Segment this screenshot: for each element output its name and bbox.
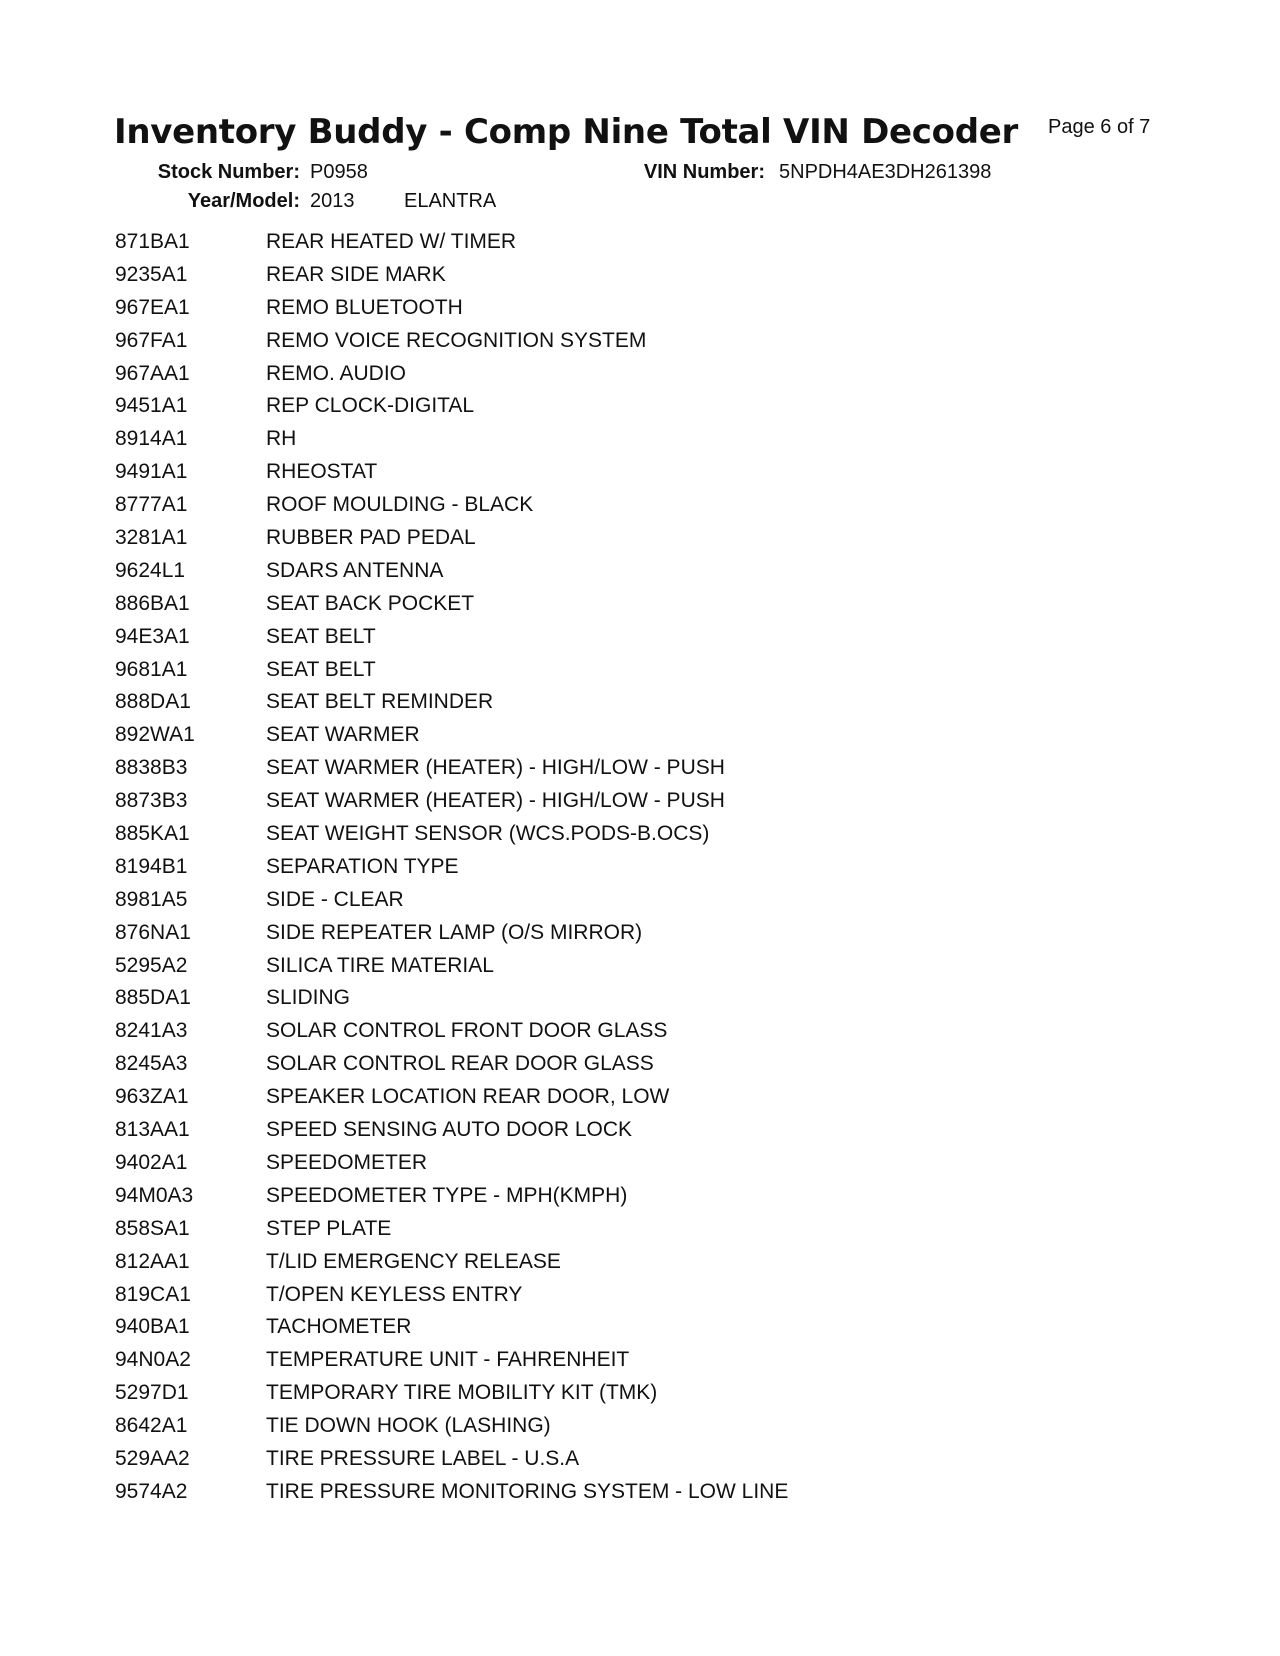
option-code: 876NA1 <box>115 920 191 944</box>
list-item <box>115 851 788 884</box>
year-model-label: Year/Model: <box>187 190 300 212</box>
list-item <box>115 1279 788 1312</box>
option-description: REP CLOCK-DIGITAL <box>266 394 475 418</box>
option-code: 967AA1 <box>115 361 190 385</box>
option-code: 3281A1 <box>115 526 188 550</box>
list-item <box>115 686 788 719</box>
option-code: 819CA1 <box>115 1282 191 1306</box>
list-item <box>115 456 788 489</box>
option-code: 9574A2 <box>115 1479 188 1503</box>
option-description: TACHOMETER <box>266 1315 412 1339</box>
list-item <box>115 884 788 917</box>
option-description: RUBBER PAD PEDAL <box>266 526 476 550</box>
option-code: 5297D1 <box>115 1381 189 1405</box>
option-code: 8194B1 <box>115 854 188 878</box>
option-code: 9624L1 <box>115 558 186 582</box>
list-item <box>115 818 788 851</box>
option-code: 871BA1 <box>115 230 190 253</box>
option-code: 8914A1 <box>115 427 188 451</box>
option-description: REMO BLUETOOTH <box>266 295 463 319</box>
list-item <box>115 654 788 687</box>
list-item <box>115 1443 788 1476</box>
list-item <box>115 785 788 818</box>
list-item <box>115 292 788 325</box>
option-code: 9491A1 <box>115 460 188 484</box>
list-item <box>115 1081 788 1114</box>
option-description: ROOF MOULDING - BLACK <box>266 493 534 517</box>
option-description: SPEEDOMETER <box>266 1150 428 1174</box>
option-code: 967EA1 <box>115 295 190 319</box>
list-item <box>115 950 788 983</box>
list-item <box>115 555 788 588</box>
stock-number-label: Stock Number: <box>157 161 300 183</box>
list-item <box>115 719 788 752</box>
option-code: 8873B3 <box>115 789 188 813</box>
option-code: 892WA1 <box>115 723 195 747</box>
option-description: REMO VOICE RECOGNITION SYSTEM <box>266 328 647 352</box>
option-code: 885KA1 <box>115 822 190 846</box>
option-code: 5295A2 <box>115 953 188 977</box>
option-code: 94N0A2 <box>115 1348 191 1372</box>
option-code: 888DA1 <box>115 690 191 714</box>
list-item <box>115 390 788 423</box>
option-description: TIE DOWN HOOK (LASHING) <box>266 1414 551 1438</box>
option-code: 812AA1 <box>115 1249 190 1273</box>
option-description: REAR SIDE MARK <box>266 262 446 286</box>
list-item <box>115 358 788 391</box>
option-description: TEMPORARY TIRE MOBILITY KIT (TMK) <box>266 1381 658 1405</box>
option-code: 529AA2 <box>115 1446 190 1470</box>
list-item <box>115 1410 788 1443</box>
option-description: STEP PLATE <box>266 1216 392 1240</box>
option-description: SPEAKER LOCATION REAR DOOR, LOW <box>266 1085 670 1109</box>
list-item <box>115 1147 788 1180</box>
option-description: T/LID EMERGENCY RELEASE <box>266 1249 561 1273</box>
list-item <box>115 588 788 621</box>
list-item <box>115 226 788 259</box>
option-code: 94M0A3 <box>115 1183 194 1207</box>
option-code: 8241A3 <box>115 1019 188 1043</box>
list-item <box>115 1344 788 1377</box>
option-code: 8981A5 <box>115 887 188 911</box>
option-description: RHEOSTAT <box>266 460 378 484</box>
option-description: SEPARATION TYPE <box>266 854 459 878</box>
option-description: SEAT WARMER (HEATER) - HIGH/LOW - PUSH <box>266 756 725 780</box>
option-description: TIRE PRESSURE MONITORING SYSTEM - LOW LINE <box>266 1479 789 1503</box>
model-value: ELANTRA <box>404 190 497 212</box>
list-item <box>115 259 788 292</box>
option-description: SEAT WARMER (HEATER) - HIGH/LOW - PUSH <box>266 789 725 813</box>
vin-number-value: 5NPDH4AE3DH261398 <box>779 161 992 183</box>
option-code: 8642A1 <box>115 1414 188 1438</box>
option-description: SEAT BELT <box>266 657 376 681</box>
option-code: 8245A3 <box>115 1052 188 1076</box>
option-description: SOLAR CONTROL REAR DOOR GLASS <box>266 1052 654 1076</box>
option-code: 8777A1 <box>115 493 188 517</box>
option-description: SEAT WARMER <box>266 723 420 747</box>
list-item <box>115 1311 788 1344</box>
list-item <box>115 1180 788 1213</box>
option-description: SEAT BACK POCKET <box>266 591 475 615</box>
page-number: Page 6 of 7 <box>1048 116 1151 138</box>
option-description: SILICA TIRE MATERIAL <box>266 953 494 977</box>
list-item <box>115 325 788 358</box>
list-item <box>115 917 788 950</box>
option-code: 963ZA1 <box>115 1085 189 1109</box>
list-item <box>115 1377 788 1410</box>
list-item <box>115 1015 788 1048</box>
list-item <box>115 752 788 785</box>
option-description: RH <box>266 427 297 451</box>
option-description: TIRE PRESSURE LABEL - U.S.A <box>266 1446 580 1470</box>
option-code: 8838B3 <box>115 756 188 780</box>
option-code: 885DA1 <box>115 986 191 1010</box>
option-description: SPEEDOMETER TYPE - MPH(KMPH) <box>266 1183 628 1207</box>
option-code-list <box>115 226 788 1509</box>
list-item <box>115 621 788 654</box>
list-item <box>115 1246 788 1279</box>
list-item <box>115 1476 788 1509</box>
stock-number-value: P0958 <box>310 161 368 183</box>
option-description: SLIDING <box>266 986 351 1010</box>
list-item <box>115 423 788 456</box>
list-item <box>115 1048 788 1081</box>
option-description: SPEED SENSING AUTO DOOR LOCK <box>266 1118 633 1142</box>
option-description: SOLAR CONTROL FRONT DOOR GLASS <box>266 1019 668 1043</box>
list-item <box>115 1213 788 1246</box>
option-code: 9681A1 <box>115 657 188 681</box>
list-item <box>115 1114 788 1147</box>
option-description: SEAT WEIGHT SENSOR (WCS.PODS-B.OCS) <box>266 822 710 846</box>
vin-number-label: VIN Number: <box>643 161 765 183</box>
option-code: 940BA1 <box>115 1315 190 1339</box>
option-code: 9235A1 <box>115 262 188 286</box>
option-description: T/OPEN KEYLESS ENTRY <box>266 1282 523 1306</box>
option-description: SEAT BELT <box>266 624 376 648</box>
option-code: 886BA1 <box>115 591 190 615</box>
list-item <box>115 489 788 522</box>
option-description: TEMPERATURE UNIT - FAHRENHEIT <box>266 1348 630 1372</box>
option-description: SEAT BELT REMINDER <box>266 690 494 714</box>
option-code: 9451A1 <box>115 394 188 418</box>
option-code: 94E3A1 <box>115 624 190 648</box>
list-item <box>115 522 788 555</box>
option-code: 858SA1 <box>115 1216 190 1240</box>
option-description: SDARS ANTENNA <box>266 558 444 582</box>
option-description: SIDE - CLEAR <box>266 887 404 911</box>
year-value: 2013 <box>310 190 355 212</box>
option-code: 813AA1 <box>115 1118 190 1142</box>
option-description: REMO. AUDIO <box>266 361 407 385</box>
option-description: SIDE REPEATER LAMP (O/S MIRROR) <box>266 920 643 944</box>
option-code: 967FA1 <box>115 328 188 352</box>
option-code: 9402A1 <box>115 1150 188 1174</box>
page-title: Inventory Buddy - Comp Nine Total VIN Decoder <box>114 112 1018 152</box>
list-item <box>115 982 788 1015</box>
option-description: REAR HEATED W/ TIMER <box>266 230 517 253</box>
